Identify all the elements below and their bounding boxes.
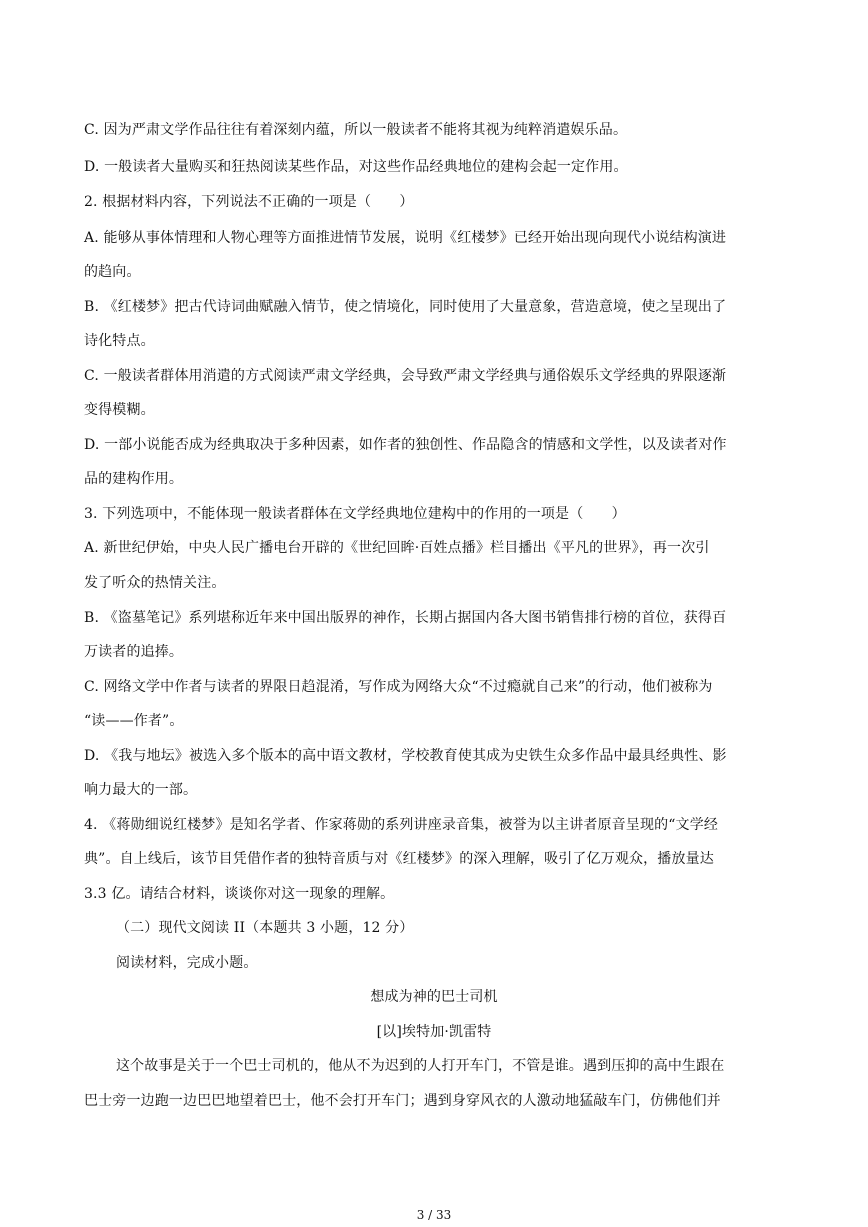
story-paragraph-line1: 这个故事是关于一个巴士司机的，他从不为迟到的人打开车门，不管是谁。遇到压抑的高中生跟在: [116, 1058, 725, 1074]
question-4-line3: 3.3 亿。请结合材料，谈谈你对这一现象的理解。: [84, 886, 395, 902]
q3-option-d-line1: D. 《我与地坛》被选入多个版本的高中语文教材，学校教育使其成为史铁生众多作品中最具经典性、影: [84, 748, 727, 764]
option-c-q1: C. 因为严肃文学作品往往有着深刻内蕴，所以一般读者不能将其视为纯粹消遣娱乐品。: [84, 122, 628, 138]
question-3: 3. 下列选项中，不能体现一般读者群体在文学经典地位建构中的作用的一项是（ ）: [84, 506, 626, 522]
question-2: 2. 根据材料内容，下列说法不正确的一项是（ ）: [84, 194, 414, 210]
q2-option-c-line2: 变得模糊。: [84, 402, 155, 418]
q3-option-d-line2: 响力最大的一部。: [84, 782, 198, 798]
story-title: 想成为神的巴士司机: [370, 989, 498, 1005]
section-heading: （二）现代文阅读 II（本题共 3 小题，12 分）: [116, 920, 414, 936]
story-paragraph-line2: 巴士旁一边跑一边巴巴地望着巴士，他不会打开车门；遇到身穿风衣的人激动地猛敲车门，仿佛他们并: [84, 1093, 721, 1109]
question-4-line2: 典”。自上线后，该节目凭借作者的独特音质与对《红楼梦》的深入理解，吸引了亿万观众，播放量达: [84, 851, 714, 867]
question-4-line1: 4. 《蒋勋细说红楼梦》是知名学者、作家蒋勋的系列讲座录音集，被誉为以主讲者原音呈现的“文学经: [84, 817, 719, 833]
q2-option-d-line2: 品的建构作用。: [84, 471, 184, 487]
q2-option-c-line1: C. 一般读者群体用消遣的方式阅读严肃文学经典，会导致严肃文学经典与通俗娱乐文学经典的界限逐渐: [84, 368, 727, 384]
q3-option-b-line2: 万读者的追捧。: [84, 644, 184, 660]
page-number: 3 / 33: [416, 1208, 452, 1222]
q2-option-b-line2: 诗化特点。: [84, 333, 155, 349]
q2-option-d-line1: D. 一部小说能否成为经典取决于多种因素，如作者的独创性、作品隐含的情感和文学性，以及读者对作: [84, 437, 727, 453]
option-d-q1: D. 一般读者大量购买和狂热阅读某些作品，对这些作品经典地位的建构会起一定作用。: [84, 159, 628, 175]
story-author: [以]埃特加·凯雷特: [376, 1024, 492, 1040]
reading-instruction: 阅读材料，完成小题。: [116, 955, 258, 971]
q3-option-a-line1: A. 新世纪伊始，中央人民广播电台开辟的《世纪回眸·百姓点播》栏目播出《平凡的世界》，再一次引: [84, 540, 710, 556]
q3-option-c-line2: “读——作者”。: [84, 713, 184, 729]
q3-option-c-line1: C. 网络文学中作者与读者的界限日趋混淆，写作成为网络大众“不过瘾就自己来”的行动，他们被称为: [84, 679, 713, 695]
q2-option-a-line1: A. 能够从事体情理和人物心理等方面推进情节发展，说明《红楼梦》已经开始出现向现代小说结构演进: [84, 230, 727, 246]
q3-option-a-line2: 发了听众的热情关注。: [84, 575, 226, 591]
q2-option-a-line2: 的趋向。: [84, 264, 141, 280]
q3-option-b-line1: B. 《盗墓笔记》系列堪称近年来中国出版界的神作，长期占据国内各大图书销售排行榜的首位，获得百: [84, 610, 727, 626]
q2-option-b-line1: B. 《红楼梦》把古代诗词曲赋融入情节，使之情境化，同时使用了大量意象，营造意境，使之呈现出了: [84, 299, 727, 315]
